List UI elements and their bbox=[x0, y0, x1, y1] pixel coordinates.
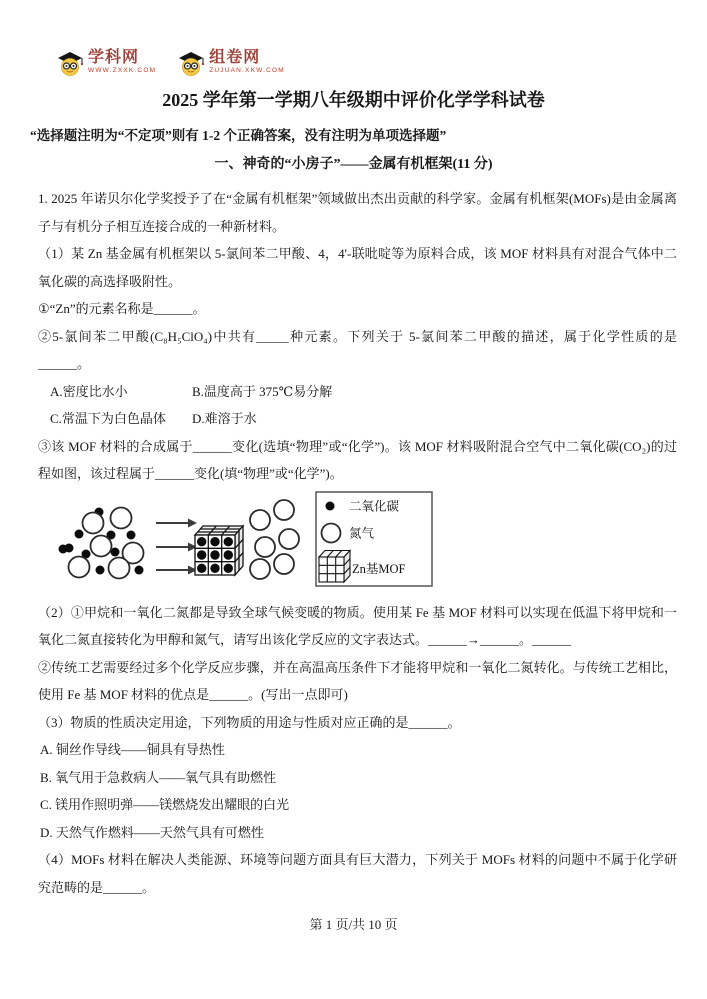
logo-zujuan bbox=[178, 48, 285, 77]
q1-part3-choice-a: A. 铜丝作导线——铜具有导热性 bbox=[40, 742, 225, 757]
q1-part3-choice-c: C. 镁用作照明弹——镁燃烧发出耀眼的白光 bbox=[40, 797, 290, 812]
q1-part2-sub2: ②传统工艺需要经过多个化学反应步骤，并在高温高压条件下才能将甲烷和一氧化二氮转化。与传统工艺相比，使用 Fe 基 MOF 材料的优点是______。(写出一点即可) bbox=[38, 659, 677, 702]
flow-arrows-icon bbox=[156, 518, 197, 574]
q1-part2-sub1: （2）①甲烷和一氧化二氮都是导致全球气候变暖的物质。使用某 Fe 基 MOF 材料可以实现在低温下将甲烷和一氧化二氮直接转化为甲醇和氮气，请写出该化学反应的文字表达式。______→______。______ bbox=[38, 604, 677, 647]
logo-zujuan-name: 组卷网 bbox=[209, 49, 261, 67]
legend-n2-icon bbox=[322, 523, 341, 542]
xkw-mascot-icon bbox=[57, 48, 84, 77]
logo-xkw-url: WWW.ZXXK.COM bbox=[88, 67, 157, 75]
q1-part4-stem: （4）MOFs 材料在解决人类能源、环境等问题方面具有巨大潜力，下列关于 MOFs 材料的问题中不属于化学研究范畴的是______。 bbox=[38, 852, 677, 895]
zujuan-mascot-icon bbox=[178, 48, 205, 77]
q1-part1-stem: （1）某 Zn 基金属有机框架以 5-氯间苯二甲酸、4，4'-联吡啶等为原料合成，该 MOF 材料具有对混合气体中二氧化碳的高选择吸附性。 bbox=[38, 246, 677, 289]
q1-part1-choice-row-1 bbox=[38, 378, 677, 406]
q1-part3-choice-b: B. 氧气用于急救病人——氧气具有助燃性 bbox=[40, 769, 277, 785]
q1-part3-stem: （3）物质的性质决定用途，下列物质的用途与性质对应正确的是______。 bbox=[38, 714, 461, 730]
section-heading: 一、神奇的“小房子”——金属有机框架(11 分) bbox=[214, 157, 493, 172]
q1-part1-sub3: ③该 MOF 材料的合成属于______变化(选填“物理”或“化学”)。该 MOF 材料吸附混合空气中二氧化碳(CO₂)的过程如图，该过程属于______变化(填“物理”或“化学”)。 bbox=[38, 438, 677, 481]
gas-mixture-icon bbox=[59, 507, 144, 578]
mof-cube-icon bbox=[195, 526, 243, 575]
legend-co2-icon bbox=[326, 501, 335, 510]
question-body bbox=[0, 173, 707, 901]
page-indicator: 第 1 页/共 10 页 bbox=[309, 917, 398, 932]
separated-nitrogen-icon bbox=[250, 500, 299, 579]
logo-xkw-name: 学科网 bbox=[88, 49, 140, 67]
q1-part1-sub2: ②5-氯间苯二甲酸(C₈H₅ClO₄)中共有_____种元素。下列关于 5-氯间苯二甲酸的描述，属于化学性质的是______。 bbox=[38, 328, 677, 371]
figure-legend bbox=[316, 492, 432, 586]
page-footer bbox=[0, 914, 707, 933]
q1-intro: 1. 2025 年诺贝尔化学奖授予了在“金属有机框架”领域做出杰出贡献的科学家。金属有机框架(MOFs)是由金属离子与有机分子相互连接合成的一种新材料。 bbox=[38, 191, 677, 234]
legend-co2-label: 二氧化碳 bbox=[349, 499, 400, 513]
adsorbed-co2-dots bbox=[197, 537, 233, 573]
q1-part1-choice-b: B.温度高于 375℃易分解 bbox=[192, 383, 333, 399]
logo-xkw bbox=[57, 48, 156, 77]
legend-cube-icon bbox=[319, 550, 350, 582]
q1-part1-choice-row-2 bbox=[38, 405, 677, 433]
legend-n2-label: 氮气 bbox=[349, 526, 375, 540]
brand-header bbox=[0, 0, 707, 80]
paper-title: 2025 学年第一学期八年级期中评价化学学科试卷 bbox=[162, 90, 545, 110]
adsorption-figure bbox=[58, 491, 677, 597]
adsorption-figure-svg bbox=[58, 491, 450, 595]
q1-part3-choice-d: D. 天然气作燃料——天然气具有可燃性 bbox=[40, 824, 264, 840]
logo-zujuan-url: ZUJUAN.XKW.COM bbox=[209, 67, 285, 75]
q1-part1-sub1: ①“Zn”的元素名称是______。 bbox=[38, 301, 206, 316]
q1-part1-choice-c: C.常温下为白色晶体 bbox=[50, 411, 166, 426]
q1-part1-choice-d: D.难溶于水 bbox=[192, 411, 257, 426]
legend-mof-label: Zn基MOF bbox=[352, 561, 406, 576]
q1-part1-choice-a: A.密度比水小 bbox=[50, 383, 128, 399]
exam-notice: “选择题注明为“不定项”则有 1-2 个正确答案，没有注明为单项选择题” bbox=[30, 128, 447, 143]
